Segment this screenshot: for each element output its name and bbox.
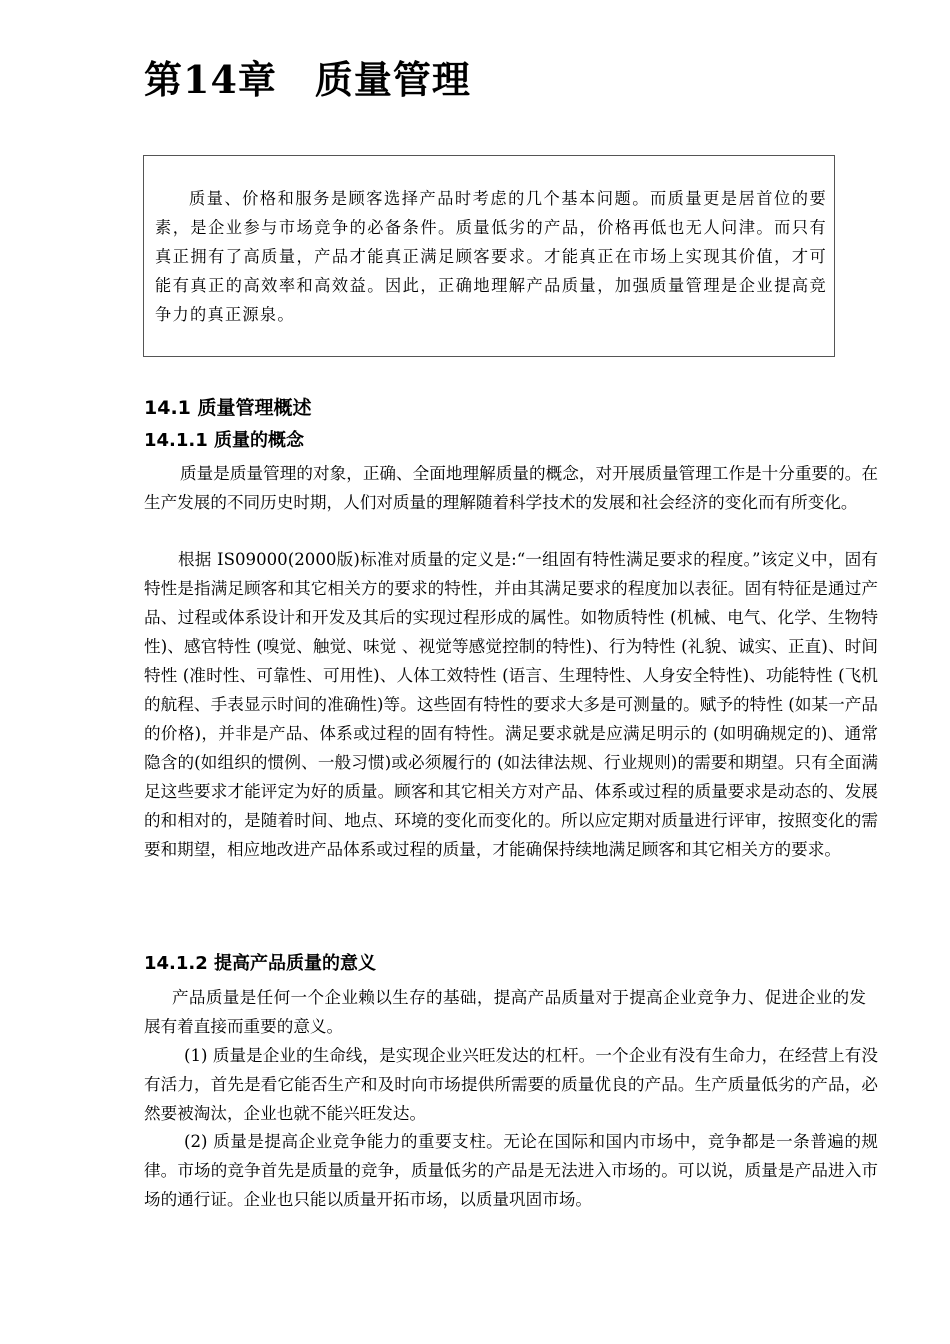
section-heading-14-1-2: 14.1.2 提高产品质量的意义 [144, 953, 377, 974]
chapter-abstract-text: 质量、价格和服务是顾客选择产品时考虑的几个基本问题。而质量更是居首位的要素，是企业参与市场竞争的必备条件。质量低劣的产品，价格再低也无人问津。而只有真正拥有了高质量，产品才能真正满足顾客要求。才能真正在市场上实现其价值，才可能有真正的高效率和高效益。因此，正确地理解产品质量，加强质量管理是企业提高竞争力的真正源泉。 [155, 189, 827, 324]
chapter-name: 质量管理 [314, 57, 471, 102]
paragraph-quality-concept-intro: 质量是质量管理的对象，正确、全面地理解质量的概念，对开展质量管理工作是十分重要的。在生产发展的不同历史时期，人们对质量的理解随着科学技术的发展和社会经济的变化而有所变化。 [144, 464, 878, 512]
chapter-title [144, 52, 471, 108]
section-heading-14-1-1: 14.1.1 质量的概念 [144, 430, 305, 451]
paragraph-quality-significance-intro: 产品质量是任何一个企业赖以生存的基础，提高产品质量对于提高企业竞争力、促进企业的发展有着直接而重要的意义。 [144, 988, 866, 1036]
chapter-abstract-box [143, 155, 835, 357]
section-heading-14-1: 14.1 质量管理概述 [144, 397, 312, 419]
paragraph-iso9000-definition: 根据 IS09000(2000版)标准对质量的定义是:“一组固有特性满足要求的程度。”该定义中，固有特性是指满足顾客和其它相关方的要求的特性，并由其满足要求的程度加以表征。固有特征是通过产品、过程或体系设计和开发及其后的实现过程形成的属性。如物质特性 (机械、电气、化学、生物特性)、感官特性 (嗅觉、触觉、味觉 、视觉等感觉控制的特性)、行为特性 (礼貌、诚实、正直)、时间特性 (准时性、可靠性、可用性)、人体工效特性 (语言、生理特性、人身安全特性)、功能特性 (飞机的航程、手表显示时间的准确性)等。这些固有特性的要求大多是可测量的。赋予的特性 (如某一产品的价格)，并非是产品、体系或过程的固有特性。满足要求就是应满足明示的 (如明确规定的)、通常隐含的(如组织的惯例、一般习惯)或必须履行的 (如法律法规、行业规则)的需要和期望。只有全面满足这些要求才能评定为好的质量。顾客和其它相关方对产品、体系或过程的质量要求是动态的、发展的和相对的，是随着时间、地点、环境的变化而变化的。所以应定期对质量进行评审，按照变化的需要和期望，相应地改进产品体系或过程的质量，才能确保持续地满足顾客和其它相关方的要求。 [144, 550, 878, 859]
chapter-number: 第14章 [144, 57, 277, 102]
paragraph-point-2: (2) 质量是提高企业竞争能力的重要支柱。无论在国际和国内市场中，竞争都是一条普遍的规律。市场的竞争首先是质量的竞争，质量低劣的产品是无法进入市场的。可以说，质量是产品进入市场的通行证。企业也只能以质量开拓市场，以质量巩固市场。 [144, 1132, 878, 1209]
paragraph-point-1: (1) 质量是企业的生命线，是实现企业兴旺发达的杠杆。一个企业有没有生命力，在经营上有没有活力，首先是看它能否生产和及时向市场提供所需要的质量优良的产品。生产质量低劣的产品，必然要被淘汰，企业也就不能兴旺发达。 [144, 1046, 878, 1123]
